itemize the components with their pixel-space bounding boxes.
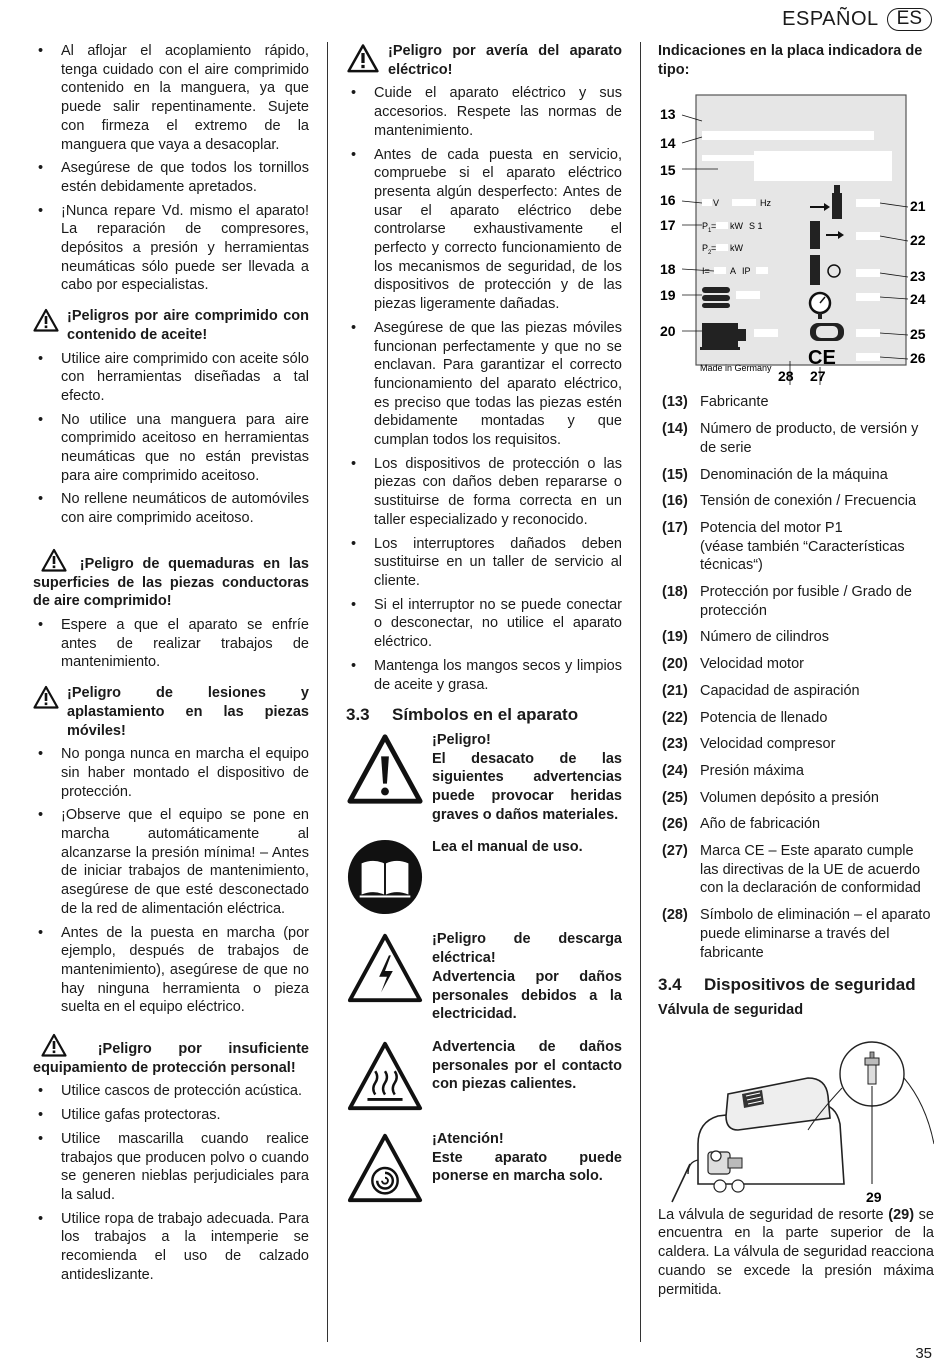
safety-valve-paragraph: La válvula de seguridad de resorte (29) se encuentra en la parte superior de la caldera. La válvula de seguridad reacciona cuando se excede la presión máxima permitida. xyxy=(658,1206,934,1298)
plate-heading: Indicaciones en la placa indicadora de tipo: xyxy=(658,43,923,78)
svg-text:=: = xyxy=(711,221,717,232)
callout-13: 13 xyxy=(660,106,676,123)
column-middle xyxy=(346,42,622,1222)
callout-22: 22 xyxy=(910,232,926,249)
warning-icon xyxy=(346,731,424,809)
safety-valve-figure xyxy=(658,1034,934,1204)
language-label: ESPAÑOL xyxy=(782,8,879,30)
legend-item: (18) Protección por fusible / Grado de protección xyxy=(662,584,912,619)
electric-shock-icon xyxy=(346,930,424,1008)
list-item: • Utilice mascarilla cuando realice trabajos que producen polvo o cuando se generen nieblas perjudiciales para la salud. xyxy=(33,1130,309,1205)
callout-14: 14 xyxy=(660,135,676,152)
tank-icon xyxy=(810,323,844,341)
list-item: • Los interruptores dañados deben sustituirse en un taller de servicio al cliente. xyxy=(346,535,622,591)
bullet-list xyxy=(33,350,309,528)
callout-20: 20 xyxy=(660,323,676,340)
list-item: • ¡Nunca repare Vd. mismo el aparato! La reparación de compresores, depósitos a presión y herramientas neumáticas sólo puede ser llevada a cabo por especialistas. xyxy=(33,202,309,296)
list-item: • Utilice gafas protectoras. xyxy=(33,1106,309,1125)
bullet-list xyxy=(33,42,309,295)
symbol-row: ¡Atención! Este aparato puede ponerse en marcha solo. xyxy=(346,1130,622,1208)
legend-item: (17) Potencia del motor P1 (véase también “Características técnicas“) xyxy=(662,519,905,574)
svg-text:I=: I= xyxy=(702,266,710,277)
warning-heading: ¡Peligros por aire comprimido con contenido de aceite! xyxy=(33,307,309,344)
warning-triangle-icon xyxy=(33,685,59,709)
cylinder-icon xyxy=(702,287,730,308)
list-item: • Los dispositivos de protección o las piezas con daños deben repararse o sustituirse de forma correcta en un taller especializado y reconocido. xyxy=(346,455,622,530)
callout-28: 28 xyxy=(778,368,794,385)
legend-item: (26) Año de fabricación xyxy=(662,816,821,833)
automatic-start-icon xyxy=(346,1130,424,1208)
subheading: Válvula de seguridad xyxy=(658,1001,804,1018)
legend-item: (28) Símbolo de eliminación – el aparato puede eliminarse a través del fabricante xyxy=(662,907,931,961)
legend-item: (27) Marca CE – Este aparato cumple las directivas de la UE de acuerdo con la declaración de conformidad xyxy=(662,843,921,897)
symbol-row: Advertencia de daños personales por el contacto con piezas calientes. xyxy=(346,1038,622,1116)
plate-legend xyxy=(662,393,934,962)
list-item: • Cuide el aparato eléctrico y sus accesorios. Respete las normas de mantenimiento. xyxy=(346,84,622,140)
bullet-list xyxy=(346,84,622,694)
warning-triangle-icon xyxy=(33,308,59,332)
list-item: • No rellene neumáticos de automóviles con aire comprimido aceitoso. xyxy=(33,490,309,527)
warning-heading: ¡Peligro por insuficiente equipamiento de protección personal! xyxy=(33,1033,309,1077)
legend-item: (20) Velocidad motor xyxy=(662,656,804,673)
list-item: • Utilice cascos de protección acústica. xyxy=(33,1082,309,1101)
svg-text:2: 2 xyxy=(708,250,712,257)
page-number: 35 xyxy=(915,1345,932,1363)
svg-text:Hz: Hz xyxy=(760,198,771,209)
warning-triangle-icon xyxy=(41,1033,67,1057)
symbol-row: ¡Peligro de descarga eléctrica! Advertencia por daños personales debidos a la electricidad. xyxy=(346,930,622,1024)
legend-item: (21) Capacidad de aspiración xyxy=(662,682,860,699)
list-item: • Utilice aire comprimido con aceite sólo con herramientas diseñadas a tal efecto. xyxy=(33,350,309,406)
language-code-badge: ES xyxy=(887,8,932,31)
legend-item: (22) Potencia de llenado xyxy=(662,709,828,726)
callout-16: 16 xyxy=(660,192,676,209)
legend-item: (16) Tensión de conexión / Frecuencia xyxy=(662,493,917,510)
svg-text:Made in Germany: Made in Germany xyxy=(700,363,772,374)
callout-19: 19 xyxy=(660,287,676,304)
bullet-list xyxy=(33,745,309,1017)
list-item: • No utilice una manguera para aire comprimido aceitoso en herramientas neumáticas que no están previstas para aire comprimido aceitoso. xyxy=(33,411,309,486)
list-item: • Mantenga los mangos secos y limpios de aceite y grasa. xyxy=(346,657,622,694)
callout-21: 21 xyxy=(910,198,926,215)
legend-item: (23) Velocidad compresor xyxy=(662,736,836,753)
svg-text:V: V xyxy=(713,198,720,209)
section-heading: 3.3 Símbolos en el aparato xyxy=(346,705,579,725)
warning-triangle-icon xyxy=(346,43,380,73)
callout-27: 27 xyxy=(810,368,826,385)
svg-text:kW: kW xyxy=(730,243,743,254)
list-item: • No ponga nunca en marcha el equipo sin haber montado el dispositivo de protección. xyxy=(33,745,309,801)
hot-surface-icon xyxy=(346,1038,424,1116)
list-item: • Espere a que el aparato se enfríe antes de realizar trabajos de mantenimiento. xyxy=(33,616,309,672)
warning-heading: ¡Peligro de quemaduras en las superficies de las piezas conductoras de aire comprimido! xyxy=(33,548,309,611)
svg-text:P: P xyxy=(702,221,709,232)
list-item: • Antes de la puesta en marcha (por ejemplo, después de trabajos de mantenimiento), asegúrese de que no hay ninguna herramienta o pieza suelta en el equipo eléctrico. xyxy=(33,924,309,1018)
warning-heading: ¡Peligro por avería del aparato eléctrico! xyxy=(346,42,622,79)
legend-item: (13) Fabricante xyxy=(662,394,769,411)
column-divider xyxy=(640,42,641,1342)
column-right xyxy=(658,42,934,1299)
column-divider xyxy=(327,42,328,1342)
svg-text:1: 1 xyxy=(708,228,712,235)
callout-18: 18 xyxy=(660,261,676,278)
warning-triangle-icon xyxy=(41,548,67,572)
bullet-list xyxy=(33,616,309,672)
callout-17: 17 xyxy=(660,217,676,234)
list-item: • Si el interruptor no se puede conectar o desconectar, no utilice el aparato eléctrico. xyxy=(346,596,622,652)
callout-23: 23 xyxy=(910,268,926,285)
callout-24: 24 xyxy=(910,291,926,308)
svg-text:A: A xyxy=(730,266,737,277)
svg-text:IP: IP xyxy=(742,266,751,277)
list-item: • Antes de cada puesta en servicio, compruebe si el aparato eléctrico presenta algún desperfecto: Antes de usar el aparato eléctrico debe controlarse exhaustivamente el perfecto y correcto funcionamiento de los mecanismos de seguridad, de los dispositivos de protección y de las piezas ligeramente dañadas. xyxy=(346,146,622,314)
svg-text:P: P xyxy=(702,243,709,254)
legend-item: (15) Denominación de la máquina xyxy=(662,466,888,483)
callout-29: 29 xyxy=(866,1188,882,1204)
legend-item: (25) Volumen depósito a presión xyxy=(662,789,879,806)
list-item: • Al aflojar el acoplamiento rápido, tenga cuidado con el aire comprimido contenido en la manguera, ya que puede salir repentinamente. Sujete con firmeza el extremo de la manguera que vaya a desacoplar. xyxy=(33,42,309,154)
section-heading: 3.4 Dispositivos de seguridad xyxy=(658,975,916,995)
list-item: • Asegúrese de que todos los tornillos estén debidamente apretados. xyxy=(33,159,309,196)
callout-25: 25 xyxy=(910,326,926,343)
ce-mark: CE xyxy=(808,347,836,370)
symbol-row: ¡Peligro! El desacato de las siguientes advertencias puede provocar heridas graves o daños materiales. xyxy=(346,731,622,825)
legend-item: (19) Número de cilindros xyxy=(662,629,829,646)
page-header xyxy=(782,8,932,31)
manual-book-icon xyxy=(346,838,424,916)
list-item: • Asegúrese de que las piezas móviles funcionan perfectamente y que no se enclavan. Para garantizar el correcto funcionamiento del aparato eléctrico, es preciso que todas las piezas estén debidamente montadas y que cumplan todos los requisitos. xyxy=(346,319,622,450)
list-item: • Utilice ropa de trabajo adecuada. Para los trabajos a la intemperie se recomienda el uso de calzado antideslizante. xyxy=(33,1210,309,1285)
legend-item: (14) Número de producto, de versión y de serie xyxy=(662,421,919,456)
symbol-row: Lea el manual de uso. xyxy=(346,838,622,916)
list-item: • ¡Observe que el equipo se pone en marcha automáticamente al alcanzarse la presión mínima! – Antes de iniciar trabajos de mantenimiento, asegúrese de que esté desconectado de la red de alimentación eléctrica. xyxy=(33,806,309,918)
svg-text:=: = xyxy=(711,243,717,254)
callout-15: 15 xyxy=(660,162,676,179)
legend-item: (24) Presión máxima xyxy=(662,762,804,779)
callout-26: 26 xyxy=(910,350,926,367)
column-left xyxy=(33,42,309,1289)
svg-text:S 1: S 1 xyxy=(749,221,763,232)
warning-heading: ¡Peligro de lesiones y aplastamiento en las piezas móviles! xyxy=(33,684,309,740)
type-plate-diagram xyxy=(658,85,938,385)
bullet-list xyxy=(33,1082,309,1284)
svg-text:kW: kW xyxy=(730,221,743,232)
